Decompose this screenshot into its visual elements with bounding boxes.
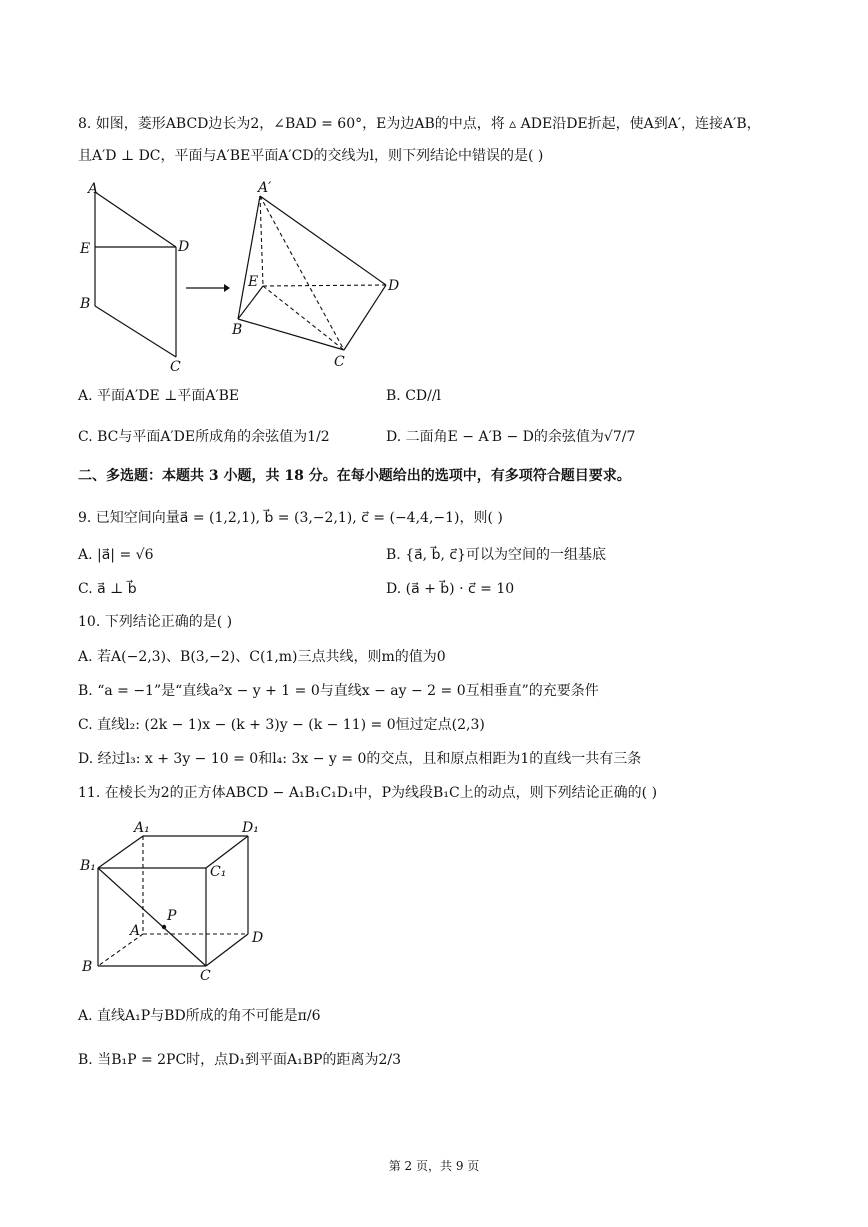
label-C: C bbox=[170, 359, 181, 375]
edge-eb bbox=[238, 286, 263, 319]
edge-a1b bbox=[238, 196, 260, 319]
point-p bbox=[162, 925, 166, 929]
edge-a1c-hidden bbox=[260, 196, 344, 350]
q9-stem: 9. 已知空间向量a⃗ = (1,2,1), b⃗ = (3,−2,1), c⃗ = (−4,4,−1)，则( ) bbox=[78, 510, 503, 526]
edge-dc bbox=[344, 285, 386, 350]
label-C1: C₁ bbox=[210, 864, 227, 880]
label-A: A bbox=[88, 181, 99, 197]
edge-a1e-hidden bbox=[260, 196, 263, 286]
label-B: B bbox=[80, 296, 91, 312]
q11-option-a: A. 直线A₁P与BD所成的角不可能是π/6 bbox=[78, 1008, 321, 1024]
q10-option-c: C. 直线l₂: (2k − 1)x − (k + 3)y − (k − 11) = 0恒过定点(2,3) bbox=[78, 717, 485, 733]
page-footer: 第 2 页，共 9 页 bbox=[388, 1159, 480, 1173]
q8-stem-line2: 且A′D ⊥ DC，平面与A′BE平面A′CD的交线为l，则下列结论中错误的是( ) bbox=[78, 148, 544, 164]
label-D: D bbox=[252, 930, 264, 946]
q10-option-b: B. “a = −1”是“直线a²x − y + 1 = 0与直线x − ay − 2 = 0互相垂直”的充要条件 bbox=[78, 683, 599, 699]
section-heading: 二、多选题：本题共 3 小题，共 18 分。在每小题给出的选项中，有多项符合题目要求。 bbox=[78, 468, 631, 484]
q8-option-c: C. BC与平面A′DE所成角的余弦值为1/2 bbox=[78, 429, 330, 445]
label-A-prime: A′ bbox=[258, 180, 272, 196]
arrow-icon bbox=[184, 280, 230, 296]
edge-b1a1 bbox=[98, 836, 143, 868]
q9-option-d: D. (a⃗ + b⃗) · c⃗ = 10 bbox=[386, 581, 515, 597]
label-B1: B₁ bbox=[80, 858, 96, 874]
q8-option-a: A. 平面A′DE ⊥平面A′BE bbox=[78, 388, 240, 404]
q9-option-a: A. |a⃗| = √6 bbox=[78, 547, 154, 563]
label-D1: D₁ bbox=[242, 820, 259, 836]
q11-option-b: B. 当B₁P = 2PC时，点D₁到平面A₁BP的距离为2/3 bbox=[78, 1052, 401, 1068]
segment-b1c bbox=[98, 868, 206, 966]
label-B: B bbox=[232, 322, 243, 338]
label-E: E bbox=[80, 241, 91, 257]
label-A: A bbox=[130, 923, 141, 939]
q11-figure-cube bbox=[76, 816, 286, 986]
rhombus-edge-bc bbox=[95, 306, 176, 357]
q10-stem: 10. 下列结论正确的是( ) bbox=[78, 614, 233, 630]
label-D: D bbox=[178, 239, 190, 255]
q8-option-b: B. CD//l bbox=[386, 388, 442, 404]
q9-option-c: C. a⃗ ⊥ b⃗ bbox=[78, 581, 137, 597]
rhombus-edge-ad bbox=[95, 192, 176, 247]
label-D: D bbox=[388, 278, 400, 294]
edge-a1d bbox=[260, 196, 386, 285]
label-B: B bbox=[82, 959, 93, 975]
label-E: E bbox=[248, 274, 259, 290]
edge-ec-hidden bbox=[263, 286, 344, 350]
label-C: C bbox=[334, 354, 345, 370]
q8-stem-line1: 8. 如图，菱形ABCD边长为2，∠BAD = 60°，E为边AB的中点，将 ▵ ADE沿DE折起，使A到A′，连接A′B， bbox=[78, 116, 761, 132]
q8-figure-rhombus bbox=[76, 176, 201, 376]
q8-figure-folded bbox=[228, 176, 408, 376]
q11-stem: 11. 在棱长为2的正方体ABCD − A₁B₁C₁D₁中，P为线段B₁C上的动点，则下列结论正确的( ) bbox=[78, 785, 658, 801]
q9-option-b: B. {a⃗, b⃗, c⃗}可以为空间的一组基底 bbox=[386, 547, 606, 563]
q10-option-a: A. 若A(−2,3)、B(3,−2)、C(1,m)三点共线，则m的值为0 bbox=[78, 649, 446, 665]
edge-dc bbox=[206, 934, 248, 966]
edge-bc bbox=[238, 319, 344, 350]
q8-option-d: D. 二面角E − A′B − D的余弦值为√7/7 bbox=[386, 429, 636, 445]
edge-ed-hidden bbox=[263, 285, 386, 286]
label-C: C bbox=[200, 968, 211, 984]
label-A1: A₁ bbox=[134, 820, 150, 836]
q10-option-d: D. 经过l₃: x + 3y − 10 = 0和l₄: 3x − y = 0的交点，且和原点相距为1的直线一共有三条 bbox=[78, 751, 642, 767]
label-P: P bbox=[167, 908, 177, 924]
